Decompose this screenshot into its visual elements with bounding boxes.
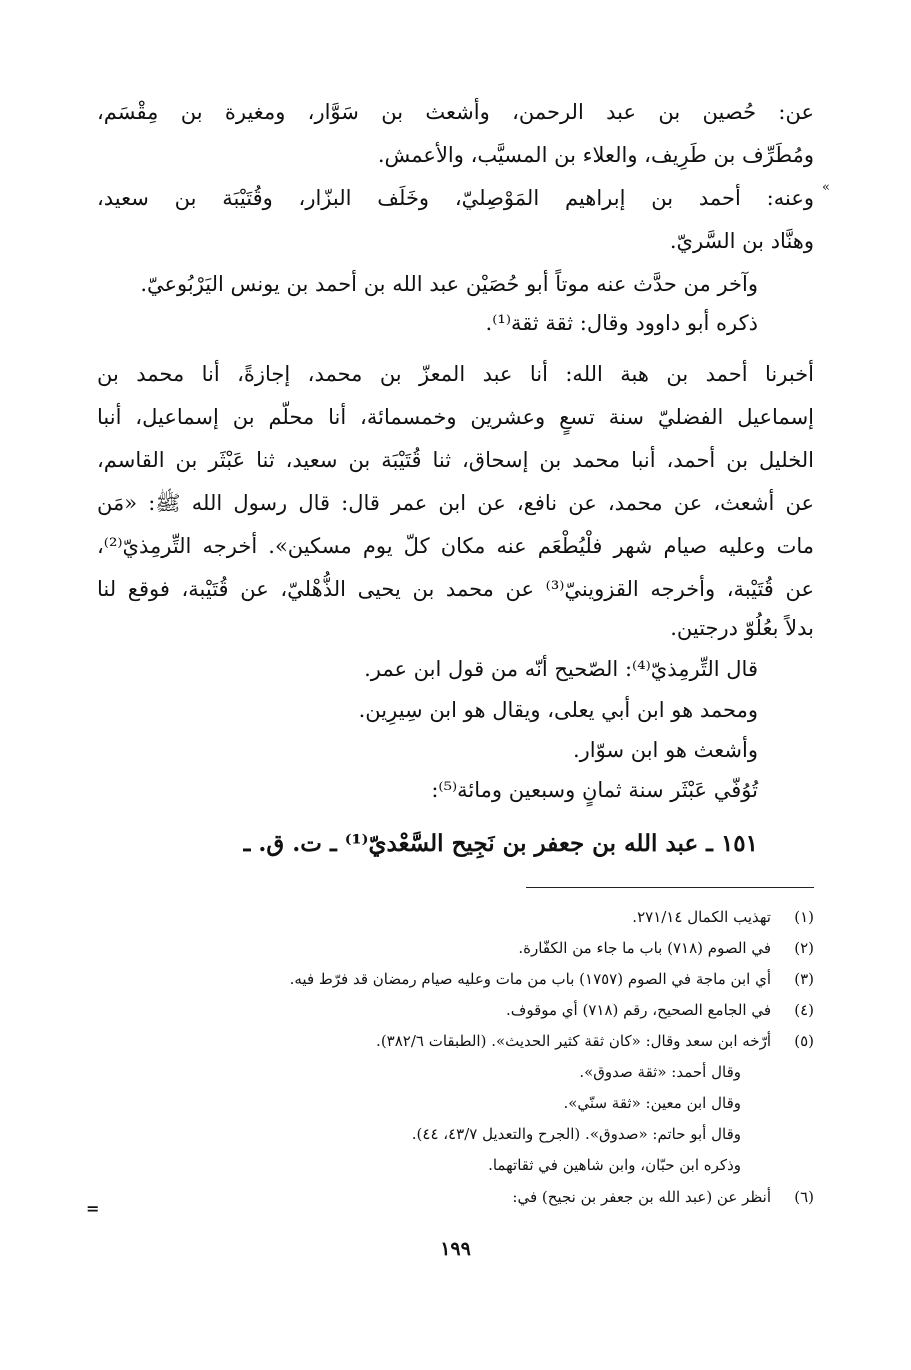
body-line: ومُطَرِّف بن طَرِيف، والعلاء بن المسيَّب، والأعمش. bbox=[377, 143, 814, 167]
body-line: تُوُفّي عَبْثَر سنة ثمانٍ وسبعين ومائة⁽⁵⁾: bbox=[431, 778, 758, 802]
body-line: وأشعث هو ابن سوّار. bbox=[572, 738, 758, 762]
body-line: عن قُتَيْبة، وأخرجه القزوينيّ⁽³⁾ عن محمد بن يحيى الذُّهْليّ، عن قُتَيْبة، فوقع لنا bbox=[97, 577, 814, 601]
footnote-separator bbox=[526, 887, 814, 888]
footnote-text: وقال أحمد: «ثقة صدوق». bbox=[579, 1063, 741, 1081]
body-line: عن أشعث، عن محمد، عن نافع، عن ابن عمر قال: قال رسول الله ﷺ: «مَن bbox=[97, 491, 814, 515]
continuation-mark: = bbox=[86, 1199, 100, 1218]
footnote-number: (١) bbox=[794, 908, 814, 926]
footnote-text: أي ابن ماجة في الصوم (١٧٥٧) باب من مات وعليه صيام رمضان قد فرّط فيه. bbox=[289, 970, 771, 988]
body-line: الخليل بن أحمد، أنبا محمد بن إسحاق، ثنا قُتَيْبَة بن سعيد، ثنا عَبْثَر بن القاسم، bbox=[97, 448, 814, 472]
footnote-text: في الجامع الصحيح، رقم (٧١٨) أي موقوف. bbox=[506, 1001, 771, 1019]
footnote-number: (٥) bbox=[794, 1032, 814, 1050]
body-line: أخبرنا أحمد بن هبة الله: أنا عبد المعزّ بن محمد، إجازةً، أنا محمد بن bbox=[97, 362, 814, 386]
body-line: وآخر من حدَّث عنه موتاً أبو حُصَيْن عبد الله بن أحمد بن يونس اليَرْبُوعيّ. bbox=[140, 272, 758, 296]
footnote-text: تهذيب الكمال ٢٧١/١٤. bbox=[632, 908, 771, 926]
body-line: قال التِّرمِذيّ⁽⁴⁾: الصّحيح أنّه من قول ابن عمر. bbox=[364, 657, 758, 681]
body-line: مات وعليه صيام شهر فلْيُطْعَم عنه مكان كلّ يوم مسكين». أخرجه التِّرمِذيّ⁽²⁾، bbox=[97, 534, 814, 558]
footnote-text: أنظر عن (عبد الله بن جعفر بن نجيح) في: bbox=[512, 1188, 771, 1206]
footnote-number: (٢) bbox=[794, 939, 814, 957]
footnote-text: وقال أبو حاتم: «صدوق». (الجرح والتعديل ٤٣/٧، ٤٤). bbox=[411, 1125, 741, 1143]
footnote-number: (٣) bbox=[794, 970, 814, 988]
body-line: بدلاً بعُلُوّ درجتين. bbox=[670, 616, 814, 640]
page-number: ١٩٩ bbox=[440, 1238, 471, 1260]
side-mark: « bbox=[822, 180, 830, 195]
entry-heading: ١٥١ ـ عبد الله بن جعفر بن نَجِيح السَّعْديّ⁽¹⁾ ـ ت. ق. ـ bbox=[243, 830, 758, 857]
footnote-number: (٤) bbox=[794, 1001, 814, 1019]
body-line: وهنَّاد بن السَّريّ. bbox=[669, 229, 814, 253]
body-line: عن: حُصين بن عبد الرحمن، وأشعث بن سَوَّار، ومغيرة بن مِقْسَم، bbox=[97, 100, 814, 124]
body-line: وعنه: أحمد بن إبراهيم المَوْصِليّ، وخَلَف البزّار، وقُتَيْبَة بن سعيد، bbox=[97, 186, 814, 210]
body-line: ذكره أبو داوود وقال: ثقة ثقة⁽¹⁾. bbox=[485, 311, 758, 335]
footnote-text: في الصوم (٧١٨) باب ما جاء من الكفّارة. bbox=[518, 939, 771, 957]
footnote-text: وذكره ابن حبّان، وابن شاهين في ثقاتهما. bbox=[488, 1156, 741, 1174]
footnote-text: أرّخه ابن سعد وقال: «كان ثقة كثير الحديث». (الطبقات ٣٨٢/٦). bbox=[376, 1032, 771, 1050]
footnote-text: وقال ابن معين: «ثقة سنّي». bbox=[563, 1094, 741, 1112]
body-line: ومحمد هو ابن أبي يعلى، ويقال هو ابن سِيرِين. bbox=[358, 698, 758, 722]
body-line: إسماعيل الفضليّ سنة تسعٍ وعشرين وخمسمائة، أنا محلّم بن إسماعيل، أنبا bbox=[97, 405, 814, 429]
footnote-number: (٦) bbox=[794, 1188, 814, 1206]
